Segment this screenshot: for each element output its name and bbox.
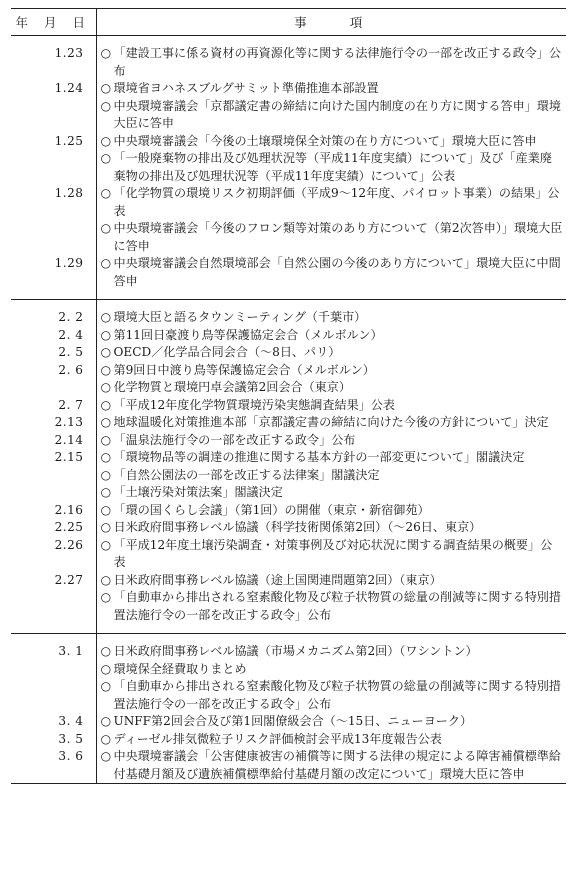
table-row (11, 344, 566, 362)
circle-bullet-icon: ○ (100, 186, 112, 200)
table-row (11, 502, 566, 520)
event-item (101, 713, 565, 731)
entry-events (96, 133, 566, 186)
entry-events (96, 36, 566, 81)
entry-date: 1.23 (11, 36, 96, 81)
event-item (101, 467, 565, 485)
event-item (101, 537, 565, 572)
event-text: 日米政府間事務レベル協議（科学技術関係第2回）（～26日、東京） (113, 520, 482, 534)
event-text: 中央環境審議会「今後のフロン類等対策のあり方について（第2次答申）」環境大臣に答申 (113, 221, 563, 253)
chronology-body (11, 36, 566, 784)
circle-bullet-icon: ○ (100, 345, 112, 359)
event-item (101, 432, 565, 450)
table-row (11, 537, 566, 572)
entry-date: 2. 7 (11, 397, 96, 415)
entry-events (96, 414, 566, 432)
entry-date: 2.16 (11, 502, 96, 520)
entry-date: 2.27 (11, 572, 96, 634)
circle-bullet-icon: ○ (100, 415, 112, 429)
event-text: UNFF第2回会合及び第1回閣僚級会合（～15日、ニューヨーク） (113, 714, 473, 728)
event-text: 環境省ヨハネスブルグサミット準備推進本部設置 (113, 81, 379, 95)
entry-events (96, 80, 566, 133)
event-item (101, 133, 565, 151)
circle-bullet-icon: ○ (100, 450, 112, 464)
entry-date: 2.25 (11, 519, 96, 537)
circle-bullet-icon: ○ (100, 644, 112, 658)
event-text: 化学物質と環境円卓会議第2回会合（東京） (113, 380, 351, 394)
event-item (101, 519, 565, 537)
event-text: 中央環境審議会「公害健康被害の補償等に関する法律の規定による障害補償標準給付基礎月額及び遺族補償標準給付基礎月額の改定について」環境大臣に答申 (113, 749, 561, 781)
event-item (101, 255, 565, 290)
entry-events (96, 397, 566, 415)
event-text: 「自然公園法の一部を改正する法律案」閣議決定 (113, 467, 380, 482)
circle-bullet-icon: ○ (100, 133, 112, 148)
table-row (11, 449, 566, 502)
entry-events (96, 185, 566, 255)
table-row (11, 414, 566, 432)
event-item (101, 309, 565, 327)
circle-bullet-icon: ○ (100, 467, 112, 482)
event-text: 中央環境審議会「今後の土壌環境保全対策の在り方について」環境大臣に答申 (113, 133, 537, 148)
circle-bullet-icon: ○ (100, 46, 112, 60)
event-item (101, 678, 565, 713)
event-text: 「建設工事に係る資材の再資源化等に関する法律施行令の一部を改正する政令」公布 (113, 46, 561, 78)
table-row (11, 397, 566, 415)
event-text: 「化学物質の環境リスク初期評価（平成9～12年度、パイロット事業）の結果」公表 (113, 186, 560, 218)
event-item (101, 589, 565, 624)
event-text: 日米政府間事務レベル協議（市場メカニズム第2回）（ワシントン） (113, 644, 478, 658)
table-row (11, 36, 566, 81)
entry-events (96, 572, 566, 634)
table-row (11, 300, 566, 327)
circle-bullet-icon: ○ (100, 310, 112, 324)
entry-events (96, 634, 566, 714)
circle-bullet-icon: ○ (100, 81, 112, 95)
circle-bullet-icon: ○ (100, 679, 112, 693)
circle-bullet-icon: ○ (100, 661, 112, 676)
circle-bullet-icon: ○ (100, 731, 112, 746)
circle-bullet-icon: ○ (100, 749, 112, 763)
event-item (101, 414, 565, 432)
entry-events (96, 327, 566, 345)
event-item (101, 572, 565, 590)
table-row (11, 634, 566, 714)
event-text: 「土壌汚染対策法案」閣議決定 (113, 485, 283, 499)
entry-events (96, 748, 566, 784)
event-item (101, 379, 565, 397)
event-item (101, 397, 565, 415)
table-row (11, 362, 566, 397)
entry-date: 3. 5 (11, 731, 96, 749)
entry-date: 2.13 (11, 414, 96, 432)
event-item (101, 484, 565, 502)
event-text: 「温泉法施行令の一部を改正する政令」公布 (113, 432, 356, 447)
entry-events (96, 731, 566, 749)
event-text: OECD／化学品合同会合（～8日、パリ） (113, 345, 341, 359)
table-header-row (11, 9, 566, 36)
event-item (101, 502, 565, 520)
table-row (11, 519, 566, 537)
entry-date: 2.26 (11, 537, 96, 572)
entry-events (96, 502, 566, 520)
entry-date: 2.14 (11, 432, 96, 450)
event-item (101, 731, 565, 749)
table-row (11, 327, 566, 345)
table-row (11, 133, 566, 186)
event-text: 「自動車から排出される窒素酸化物及び粒子状物質の総量の削減等に関する特別措置法施行令の一部を改正する政令」公布 (113, 679, 561, 711)
entry-date: 2.15 (11, 449, 96, 502)
circle-bullet-icon: ○ (100, 502, 112, 517)
event-item (101, 748, 565, 783)
event-text: 「平成12年度化学物質環境汚染実態調査結果」公表 (113, 397, 395, 412)
entry-date: 1.24 (11, 80, 96, 133)
event-text: ディーゼル排気微粒子リスク評価検討会平成13年度報告公表 (113, 731, 442, 746)
event-item (101, 150, 565, 185)
entry-date: 1.29 (11, 255, 96, 300)
event-item (101, 185, 565, 220)
entry-events (96, 300, 566, 327)
table-row (11, 432, 566, 450)
entry-events (96, 255, 566, 300)
circle-bullet-icon: ○ (100, 327, 112, 342)
circle-bullet-icon: ○ (100, 714, 112, 728)
event-column-header: 事 項 (96, 9, 566, 36)
entry-events (96, 449, 566, 502)
event-text: 第11回日豪渡り鳥等保護協定会合（メルボルン） (113, 327, 383, 342)
circle-bullet-icon: ○ (100, 537, 112, 552)
event-text: 地球温暖化対策推進本部「京都議定書の締結に向けた今後の方針について」決定 (113, 415, 549, 429)
entry-date: 2. 2 (11, 300, 96, 327)
table-row (11, 185, 566, 255)
event-item (101, 220, 565, 255)
event-item (101, 362, 565, 380)
circle-bullet-icon: ○ (100, 98, 112, 113)
event-item (101, 344, 565, 362)
circle-bullet-icon: ○ (100, 520, 112, 534)
event-text: 第9回日中渡り鳥等保護協定会合（メルボルン） (113, 362, 375, 377)
entry-date: 2. 6 (11, 362, 96, 397)
entry-events (96, 713, 566, 731)
entry-date: 3. 6 (11, 748, 96, 784)
event-text: 中央環境審議会自然環境部会「自然公園の今後のあり方について」環境大臣に中間答申 (113, 256, 561, 288)
event-item (101, 98, 565, 133)
circle-bullet-icon: ○ (100, 432, 112, 447)
date-column-header: 年 月 日 (11, 9, 96, 36)
event-text: 「一般廃棄物の排出及び処理状況等（平成11年度実績）について」及び「産業廃棄物の排出及び処理状況等（平成11年度実績）について」公表 (113, 151, 552, 183)
table-row (11, 748, 566, 784)
entry-date: 3. 4 (11, 713, 96, 731)
circle-bullet-icon: ○ (100, 362, 112, 377)
event-text: 「環境物品等の調達の推進に関する基本方針の一部変更について」閣議決定 (113, 450, 525, 464)
table-row (11, 255, 566, 300)
entry-date: 2. 4 (11, 327, 96, 345)
circle-bullet-icon: ○ (100, 397, 112, 412)
circle-bullet-icon: ○ (100, 590, 112, 604)
event-text: 環境保全経費取りまとめ (113, 661, 247, 676)
entry-events (96, 344, 566, 362)
event-item (101, 661, 565, 679)
entry-date: 3. 1 (11, 634, 96, 714)
entry-events (96, 519, 566, 537)
entry-events (96, 537, 566, 572)
circle-bullet-icon: ○ (100, 572, 112, 587)
event-text: 「平成12年度土壌汚染調査・対策事例及び対応状況に関する調査結果の概要」公表 (113, 537, 553, 569)
circle-bullet-icon: ○ (100, 221, 112, 235)
event-item (101, 45, 565, 80)
entry-date: 1.28 (11, 185, 96, 255)
table-row (11, 80, 566, 133)
event-text: 「環の国くらし会議」（第1回）の開催（東京・新宿御苑） (113, 502, 430, 517)
entry-date: 1.25 (11, 133, 96, 186)
entry-events (96, 362, 566, 397)
event-text: 環境大臣と語るタウンミーティング（千葉市） (113, 310, 367, 324)
circle-bullet-icon: ○ (100, 380, 112, 394)
entry-date: 2. 5 (11, 344, 96, 362)
table-row (11, 572, 566, 634)
circle-bullet-icon: ○ (100, 151, 112, 165)
event-text: 「自動車から排出される窒素酸化物及び粒子状物質の総量の削減等に関する特別措置法施行令の一部を改正する政令」公布 (113, 590, 561, 622)
circle-bullet-icon: ○ (100, 256, 112, 270)
event-item (101, 80, 565, 98)
event-item (101, 449, 565, 467)
chronology-table (11, 8, 566, 784)
table-row (11, 731, 566, 749)
event-item (101, 643, 565, 661)
table-row (11, 713, 566, 731)
event-text: 中央環境審議会「京都議定書の締結に向けた国内制度の在り方に関する答申」環境大臣に答申 (113, 98, 561, 130)
event-item (101, 327, 565, 345)
entry-events (96, 432, 566, 450)
event-text: 日米政府間事務レベル協議（途上国関連問題第2回）（東京） (113, 572, 442, 587)
circle-bullet-icon: ○ (100, 485, 112, 499)
